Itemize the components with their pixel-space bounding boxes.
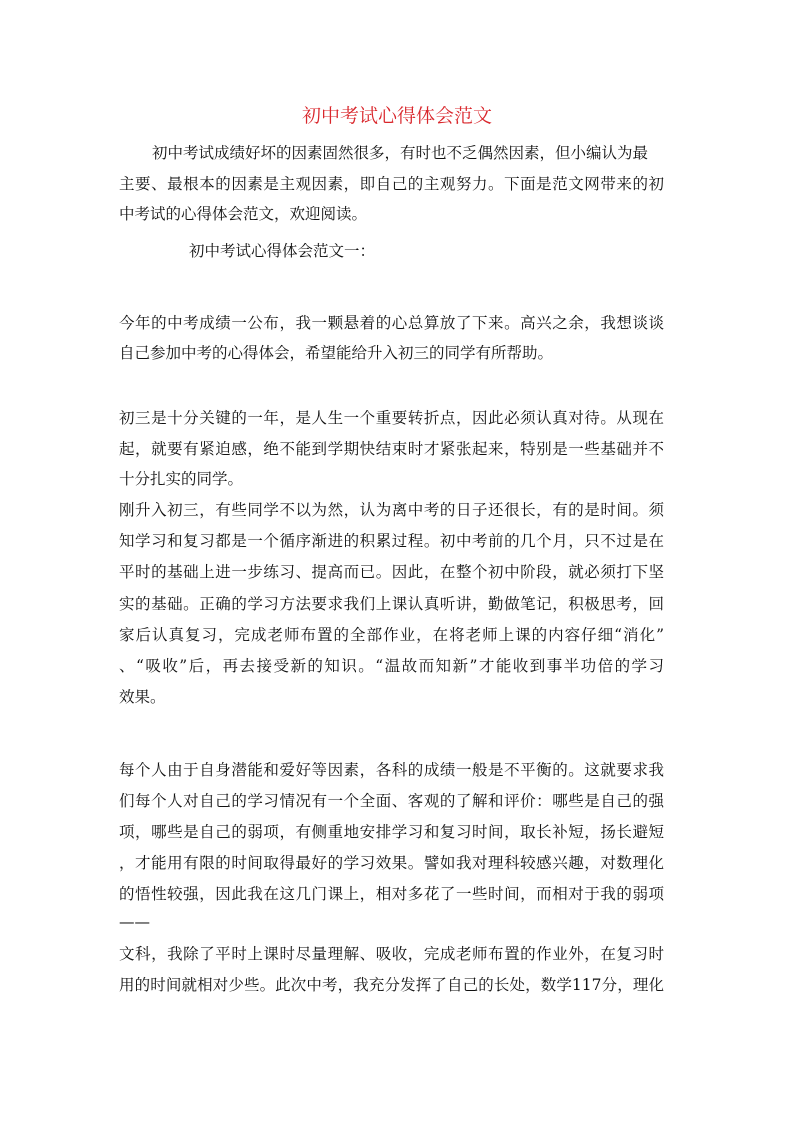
para3-line-5: 家后认真复习，完成老师布置的全部作业，在将老师上课的内容仔细“消化” [119, 626, 664, 644]
intro-line-3: 中考试的心得体会范文，欢迎阅读。 [119, 205, 368, 223]
document-title: 初中考试心得体会范文 [301, 105, 492, 127]
para5-line-2: 用的时间就相对少些。此次中考，我充分发挥了自己的长处，数学117分，理化 [119, 976, 664, 994]
para2-line-2: 起，就要有紧迫感，绝不能到学期快结束时才紧张起来，特别是一些基础并不 [119, 440, 664, 458]
para5-line-1: 文科，我除了平时上课时尽量理解、吸收，完成老师布置的作业外，在复习时 [119, 945, 664, 963]
para1-line-2: 自己参加中考的心得体会，希望能给升入初三的同学有所帮助。 [119, 344, 554, 362]
para1-line-1: 今年的中考成绩一公布，我一颗悬着的心总算放了下来。高兴之余，我想谈谈 [119, 314, 664, 332]
intro-line-2: 主要、最根本的因素是主观因素，即自己的主观努力。下面是范文网带来的初 [119, 175, 664, 193]
section-subtitle: 初中考试心得体会范文一： [189, 242, 376, 260]
para2-line-1: 初三是十分关键的一年，是人生一个重要转折点，因此必须认真对待。从现在 [119, 409, 664, 427]
para3-line-4: 实的基础。正确的学习方法要求我们上课认真听讲，勤做笔记，积极思考，回 [119, 595, 664, 613]
para3-line-1: 刚升入初三，有些同学不以为然，认为离中考的日子还很长，有的是时间。须 [119, 501, 664, 519]
para4-line-5: 的悟性较强，因此我在这几门课上，相对多花了一些时间，而相对于我的弱项 [119, 885, 664, 903]
para3-line-3: 平时的基础上进一步练习、提高而已。因此，在整个初中阶段，就必须打下坚 [119, 563, 664, 581]
para4-line-2: 们每个人对自己的学习情况有一个全面、客观的了解和评价：哪些是自己的强 [119, 792, 664, 810]
para3-line-7: 效果。 [119, 688, 166, 706]
para2-line-3: 十分扎实的同学。 [119, 470, 244, 488]
para3-line-2: 知学习和复习都是一个循序渐进的积累过程。初中考前的几个月，只不过是在 [119, 532, 664, 550]
para4-line-4: ，才能用有限的时间取得最好的学习效果。譬如我对理科较感兴趣，对数理化 [119, 854, 664, 872]
para4-line-3: 项，哪些是自己的弱项，有侧重地安排学习和复习时间，取长补短，扬长避短 [119, 823, 664, 841]
para3-line-6: 、“吸收”后，再去接受新的知识。“温故而知新”才能收到事半功倍的学习 [119, 657, 664, 675]
intro-line-1: 初中考试成绩好坏的因素固然很多，有时也不乏偶然因素，但小编认为最 [152, 144, 649, 162]
para4-line-1: 每个人由于自身潜能和爱好等因素，各科的成绩一般是不平衡的。这就要求我 [119, 761, 664, 779]
para4-line-6: —— [119, 913, 150, 931]
